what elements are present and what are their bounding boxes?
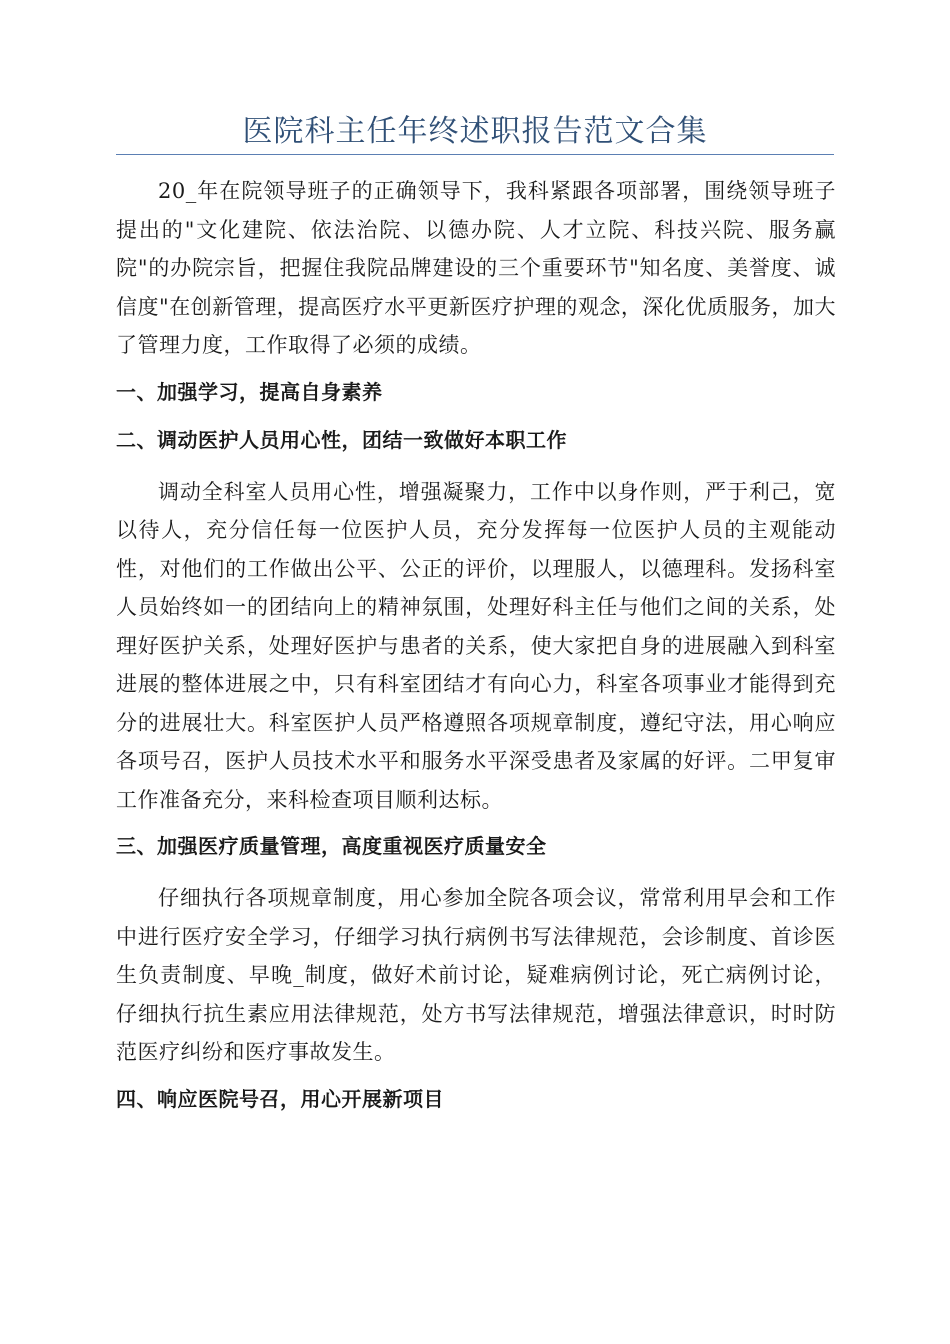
paragraph-section-3: 仔细执行各项规章制度，用心参加全院各项会议，常常利用早会和工作中进行医疗安全学习，仔细学习执行病例书写法律规范，会诊制度、首诊医生负责制度、早晚_制度，做好术前讨论，疑难病例讨论，死亡病例讨论，仔细执行抗生素应用法律规范，处方书写法律规范，增强法律意识，时时防范医疗纠纷和医疗事故发生。 bbox=[116, 886, 836, 1064]
section-heading-2: 二、调动医护人员用心性，团结一致做好本职工作 bbox=[116, 427, 567, 452]
paragraph-section-2: 调动全科室人员用心性，增强凝聚力，工作中以身作则，严于利己，宽以待人，充分信任每一位医护人员，充分发挥每一位医护人员的主观能动性，对他们的工作做出公平、公正的评价，以理服人，以德理科。发扬科室人员始终如一的团结向上的精神氛围，处理好科主任与他们之间的关系，处理好医护关系，处理好医护与患者的关系，使大家把自身的进展融入到科室进展的整体进展之中，只有科室团结才有向心力，科室各项事业才能得到充分的进展壮大。科室医护人员严格遵照各项规章制度，遵纪守法，用心响应各项号召，医护人员技术水平和服务水平深受患者及家属的好评。二甲复审工作准备充分，来科检查项目顺利达标。 bbox=[116, 479, 836, 812]
paragraph-intro: 20_年在院领导班子的正确领导下，我科紧跟各项部署，围绕领导班子提出的"文化建院、依法治院、以德办院、人才立院、科技兴院、服务赢院"的办院宗旨，把握住我院品牌建设的三个重要环节"知名度、美誉度、诚信度"在创新管理，提高医疗水平更新医疗护理的观念，深化优质服务，加大了管理力度，工作取得了必须的成绩。 bbox=[116, 179, 836, 357]
document-title: 医院科主任年终述职报告范文合集 bbox=[242, 114, 708, 149]
section-heading-4: 四、响应医院号召，用心开展新项目 bbox=[116, 1086, 444, 1111]
section-heading-1: 一、加强学习，提高自身素养 bbox=[116, 379, 383, 404]
section-heading-3: 三、加强医疗质量管理，高度重视医疗质量安全 bbox=[116, 834, 547, 858]
title-underline bbox=[116, 154, 834, 155]
document-body bbox=[116, 172, 836, 1132]
